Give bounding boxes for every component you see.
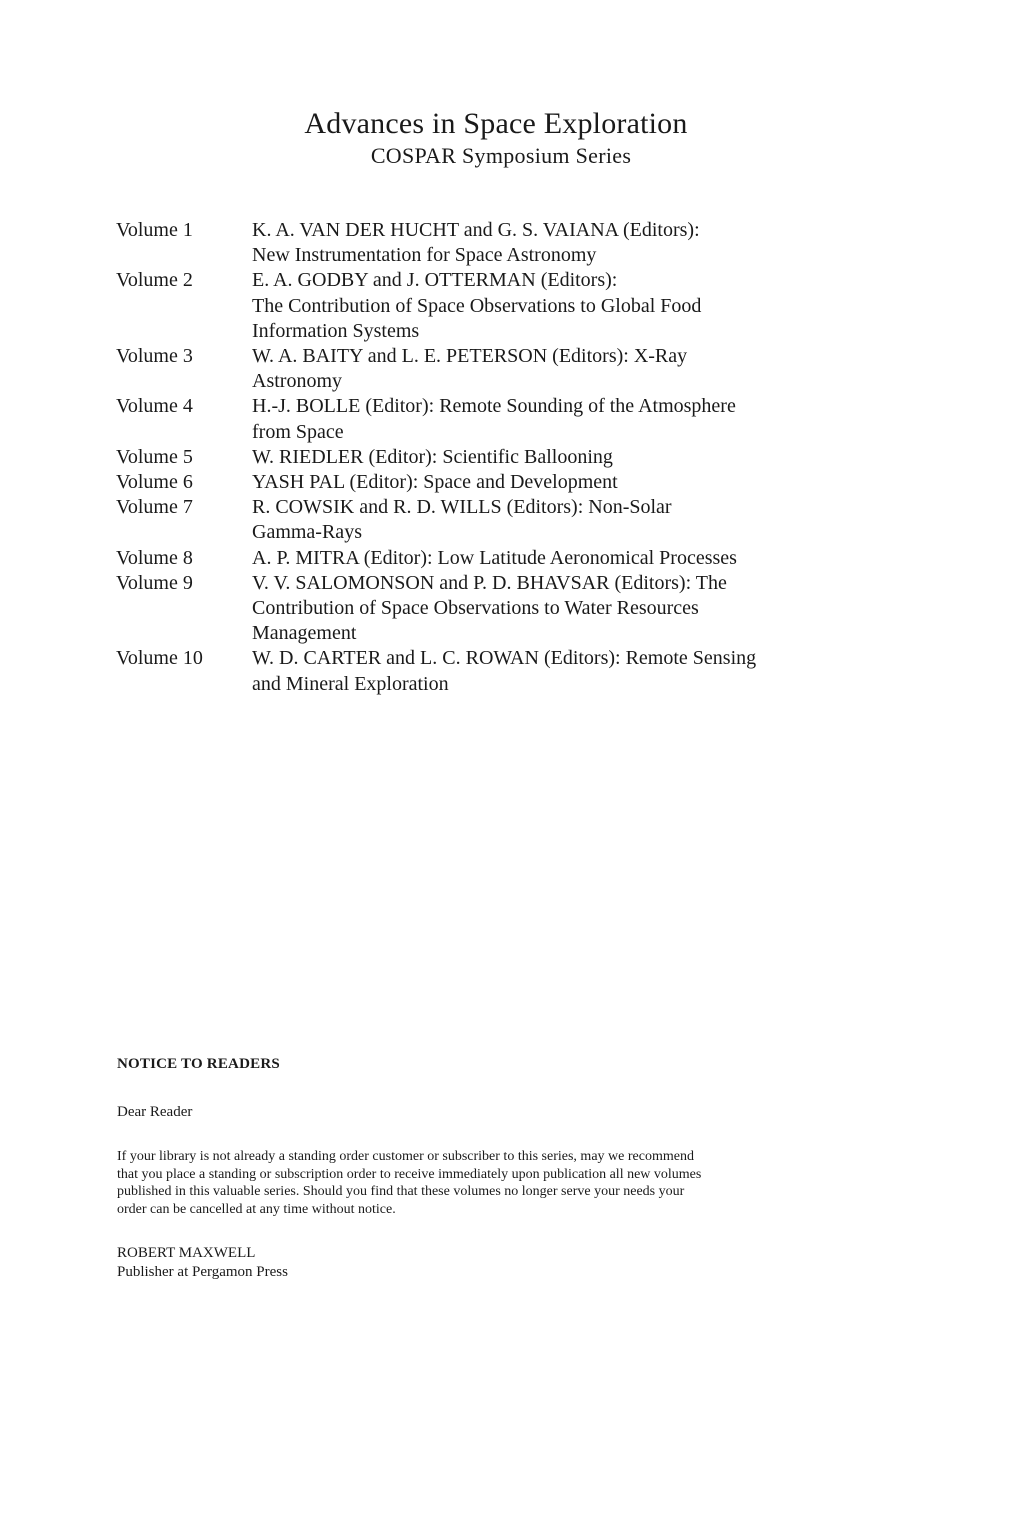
- volume-entry: [116, 470, 876, 495]
- notice-body-line: that you place a standing or subscription order to receive immediately upon publication all new volumes: [117, 1166, 702, 1182]
- volume-description: [252, 394, 876, 444]
- volume-description-line: R. COWSIK and R. D. WILLS (Editors): Non-Solar: [252, 496, 672, 519]
- notice-body-line: order can be cancelled at any time without notice.: [117, 1201, 396, 1217]
- volume-number: Volume 1: [116, 219, 193, 241]
- volume-description: [252, 646, 876, 696]
- volume-number: Volume 10: [116, 647, 203, 670]
- volume-entry: [116, 344, 876, 394]
- volume-entry: [116, 646, 876, 696]
- volume-description-line: YASH PAL (Editor): Space and Development: [252, 471, 618, 494]
- series-subtitle: COSPAR Symposium Series: [370, 143, 632, 168]
- volume-description: [252, 268, 876, 344]
- volume-number: Volume 4: [116, 395, 193, 418]
- volume-number: Volume 2: [116, 269, 193, 292]
- volume-number: Volume 3: [116, 345, 193, 368]
- volume-description: [252, 218, 876, 268]
- volume-description-line: W. D. CARTER and L. C. ROWAN (Editors): Remote Sensing: [252, 647, 757, 670]
- volume-description-line: Gamma-Rays: [252, 521, 362, 544]
- volume-description-line: Information Systems: [252, 319, 420, 342]
- volume-description: [252, 495, 876, 545]
- volume-description-line: W. RIEDLER (Editor): Scientific Ballooning: [252, 445, 613, 468]
- volume-entry: [116, 571, 876, 647]
- volume-description-line: New Instrumentation for Space Astronomy: [252, 244, 597, 267]
- volume-description-line: K. A. VAN DER HUCHT and G. S. VAIANA (Editors):: [252, 219, 700, 241]
- volume-description-line: H.-J. BOLLE (Editor): Remote Sounding of the Atmosphere: [252, 395, 736, 418]
- notice-body: [117, 1148, 857, 1218]
- volume-entry: [116, 394, 876, 444]
- volume-number: Volume 6: [116, 471, 193, 494]
- notice-body-line: published in this valuable series. Should you find that these volumes no longer serve your needs your: [117, 1184, 685, 1199]
- volume-description: [252, 546, 876, 571]
- volume-description-line: E. A. GODBY and J. OTTERMAN (Editors):: [252, 269, 618, 292]
- volume-description: [252, 445, 876, 470]
- volume-entry: [116, 546, 876, 571]
- series-title: Advances in Space Exploration: [304, 107, 688, 140]
- volume-description-line: Astronomy: [252, 370, 342, 393]
- volume-description: [252, 571, 876, 647]
- volume-description-line: and Mineral Exploration: [252, 672, 449, 695]
- notice-to-readers: [117, 1054, 857, 1282]
- notice-body-line: If your library is not already a standing order customer or subscriber to this series, may we recommend: [117, 1149, 694, 1164]
- volume-description-line: The Contribution of Space Observations to Global Food: [252, 294, 702, 317]
- volume-number: Volume 5: [116, 445, 193, 468]
- volume-description-line: A. P. MITRA (Editor): Low Latitude Aeronomical Processes: [252, 546, 737, 569]
- notice-salutation: Dear Reader: [117, 1104, 193, 1120]
- signature-title: Publisher at Pergamon Press: [117, 1264, 288, 1280]
- series-header: [0, 106, 1028, 170]
- volume-number: Volume 8: [116, 546, 193, 569]
- volume-description-line: Management: [252, 622, 357, 645]
- volume-entry: [116, 268, 876, 344]
- volume-list: [116, 218, 876, 697]
- signature-name: ROBERT MAXWELL: [117, 1245, 256, 1261]
- signature: [117, 1244, 857, 1282]
- volume-description-line: from Space: [252, 420, 344, 443]
- volume-entry: [116, 445, 876, 470]
- volume-description-line: V. V. SALOMONSON and P. D. BHAVSAR (Editors): The: [252, 571, 727, 594]
- volume-entry: [116, 495, 876, 545]
- volume-description: [252, 470, 876, 495]
- volume-description-line: W. A. BAITY and L. E. PETERSON (Editors): X-Ray: [252, 345, 688, 368]
- notice-heading: NOTICE TO READERS: [117, 1056, 280, 1072]
- volume-description: [252, 344, 876, 394]
- volume-number: Volume 9: [116, 571, 193, 594]
- volume-description-line: Contribution of Space Observations to Water Resources: [252, 597, 699, 620]
- volume-number: Volume 7: [116, 496, 193, 519]
- volume-entry: [116, 218, 876, 268]
